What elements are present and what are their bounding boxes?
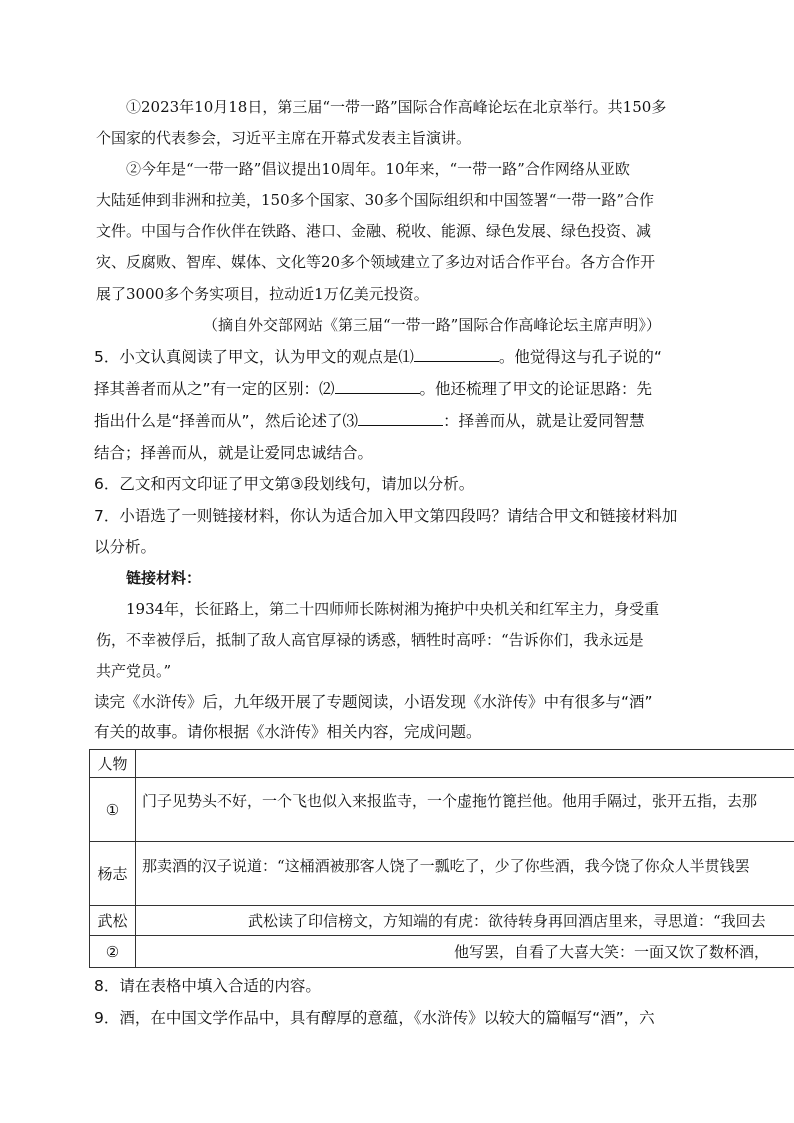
- table-row: [90, 906, 794, 936]
- material-line-1: ①2023年10月18日，第三届“一带一路”国际合作高峰论坛在北京举行。共150多: [126, 98, 667, 116]
- table-row-name[interactable]: ②: [90, 936, 136, 968]
- table-row: [90, 936, 794, 968]
- q5-line-1: 5．小文认真阅读了甲文，认为甲文的观点是⑴ 。他觉得这与孔子说的“: [94, 348, 662, 366]
- table-header-empty: [136, 750, 794, 778]
- link-line-3: 共产党员。”: [96, 662, 172, 680]
- table-row-text: 那卖酒的汉子说道：“这桶酒被那客人饶了一瓢吃了，少了你些酒，我今饶了你众人半贯钱罢: [136, 842, 794, 906]
- q5-line-4: 结合；择善而从，就是让爱同忠诚结合。: [94, 444, 374, 462]
- q7-line-2: 以分析。: [94, 538, 157, 556]
- q7-line-1: 7．小语选了一则链接材料，你认为适合加入甲文第四段吗？请结合甲文和链接材料加: [94, 507, 678, 525]
- table-row-text: 门子见势头不好，一个飞也似入来报监寺，一个虚拖竹篦拦他。他用手隔过，张开五指，去那: [136, 778, 794, 842]
- table-header-row: [90, 750, 794, 778]
- q5-line-3: 指出什么是“择善而从”，然后论述了⑶ ：择善而从，就是让爱同智慧: [94, 412, 645, 430]
- table-row: [90, 778, 794, 842]
- table-row-name: 杨志: [90, 842, 136, 906]
- link-line-2: 伤，不幸被俘后，抵制了敌人高官厚禄的诱惑，牺牲时高呼：“告诉你们，我永远是: [96, 631, 644, 649]
- table-row: [90, 842, 794, 906]
- shuihu-table: [89, 749, 794, 968]
- material-source: （摘自外交部网站《第三届“一带一路”国际合作高峰论坛主席声明》）: [203, 316, 661, 334]
- link-heading: 链接材料：: [126, 569, 202, 587]
- q8-text: 8．请在表格中填入合适的内容。: [94, 977, 321, 995]
- material-line-2: 个国家的代表参会，习近平主席在开幕式发表主旨演讲。: [96, 129, 472, 147]
- answer-blank-3[interactable]: [358, 411, 443, 426]
- table-row-name: 武松: [90, 906, 136, 936]
- table-header-cell: 人物: [90, 750, 136, 778]
- material-line-4: 大陆延伸到非洲和拉美，150多个国家、30多个国际组织和中国签署“一带一路”合作: [96, 191, 655, 209]
- material-line-7: 展了3000多个务实项目，拉动近1万亿美元投资。: [96, 285, 429, 303]
- answer-blank-1[interactable]: [414, 347, 499, 362]
- answer-blank-2[interactable]: [335, 379, 420, 394]
- intro-line-2: 有关的故事。请你根据《水浒传》相关内容，完成问题。: [94, 723, 482, 741]
- material-line-6: 灾、反腐败、智库、媒体、文化等20多个领域建立了多边对话合作平台。各方合作开: [96, 253, 656, 271]
- q9-text: 9．酒，在中国文学作品中，具有醇厚的意蕴，《水浒传》以较大的篇幅写“酒”，六: [94, 1009, 655, 1027]
- table-row-text: 他写罢，自看了大喜大笑：一面又饮了数杯酒，: [136, 936, 794, 968]
- q5-line-2: 择其善者而从之”有一定的区别：⑵ 。他还梳理了甲文的论证思路：先: [94, 380, 653, 398]
- material-line-5: 文件。中国与合作伙伴在铁路、港口、金融、税收、能源、绿色发展、绿色投资、减: [96, 222, 652, 240]
- table-row-text: 武松读了印信榜文，方知端的有虎：欲待转身再回酒店里来，寻思道：“我回去: [136, 906, 794, 936]
- intro-line-1: 读完《水浒传》后，九年级开展了专题阅读，小语发现《水浒传》中有很多与“酒”: [94, 693, 653, 711]
- material-line-3: ②今年是“一带一路”倡议提出10周年。10年来，“一带一路”合作网络从亚欧: [126, 160, 630, 178]
- table-row-name[interactable]: ①: [90, 778, 136, 842]
- link-line-1: 1934年，长征路上，第二十四师师长陈树湘为掩护中央机关和红军主力，身受重: [126, 600, 660, 618]
- q6-text: 6．乙文和丙文印证了甲文第③段划线句，请加以分析。: [94, 475, 475, 493]
